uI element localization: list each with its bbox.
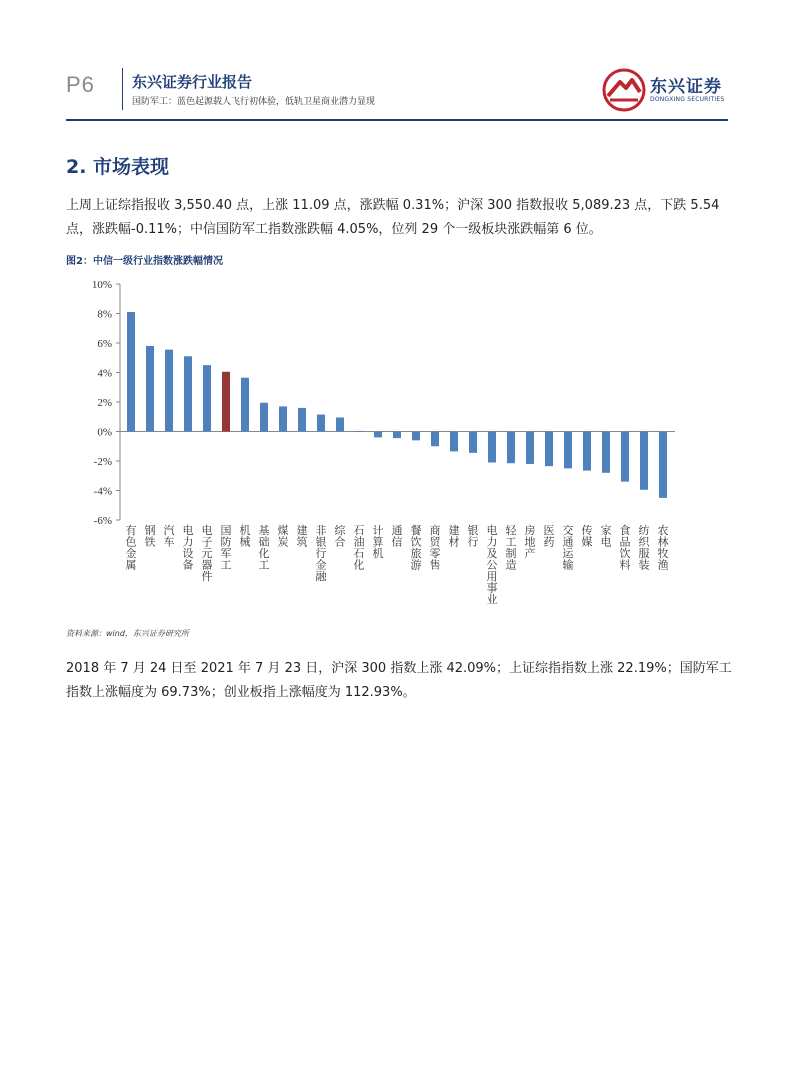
header-rule xyxy=(66,119,728,121)
y-tick-label: -2% xyxy=(93,456,112,468)
bar xyxy=(165,350,173,432)
category-label: 计算机 xyxy=(372,524,384,560)
category-label: 电力设备 xyxy=(182,524,194,572)
figure-source: 资料来源：wind，东兴证券研究所 xyxy=(66,629,189,638)
category-label: 国防军工 xyxy=(220,524,232,572)
paragraph-index-performance: 2018 年 7 月 24 日至 2021 年 7 月 23 日，沪深 300 指数上涨 42.09%；上证综指指数上涨 22.19%；国防军工指数上涨幅度为 69.73%；创业板指上涨幅度为 112.93%。 xyxy=(66,661,732,700)
paragraph-market-summary: 上周上证综指报收 3,550.40 点，上涨 11.09 点，涨跌幅 0.31%；沪深 300 指数报收 5,089.23 点，下跌 5.54 点，涨跌幅-0.11%；中信国防军工指数涨跌幅 4.05%，位列 29 个一级板块涨跌幅第 6 位。 xyxy=(66,198,720,237)
y-tick-label: 10% xyxy=(91,279,112,291)
category-label: 银行 xyxy=(467,524,479,549)
category-label: 基础化工 xyxy=(258,524,270,572)
category-label: 商贸零售 xyxy=(429,524,441,572)
category-label: 钢铁 xyxy=(144,524,156,549)
category-label: 食品饮料 xyxy=(619,524,631,572)
bar xyxy=(431,432,439,447)
bar xyxy=(355,431,363,432)
category-label: 农林牧渔 xyxy=(657,524,669,572)
bar xyxy=(488,432,496,463)
y-tick-label: 6% xyxy=(97,338,112,350)
page-number: P6 xyxy=(66,72,95,97)
category-label: 餐饮旅游 xyxy=(410,524,422,572)
category-label: 非银行金融 xyxy=(315,524,327,583)
bar xyxy=(146,346,154,432)
y-tick-label: -6% xyxy=(93,515,112,527)
bar xyxy=(222,372,230,432)
bar xyxy=(469,432,477,453)
category-label: 家电 xyxy=(600,524,612,549)
bar xyxy=(298,408,306,432)
bar xyxy=(336,417,344,431)
section-title: 2. 市场表现 xyxy=(66,156,170,178)
bar xyxy=(127,312,135,431)
bar xyxy=(393,432,401,439)
category-label: 石油石化 xyxy=(353,524,365,572)
category-label: 电子元器件 xyxy=(201,524,213,583)
category-label: 电力及公用事业 xyxy=(486,524,498,606)
bar xyxy=(184,356,192,431)
y-tick-label: 4% xyxy=(97,367,112,380)
category-label: 汽车 xyxy=(163,524,175,549)
category-label: 建筑 xyxy=(296,524,308,549)
bar xyxy=(260,403,268,432)
y-tick-label: -4% xyxy=(93,485,112,498)
logo-text: 东兴证券 xyxy=(650,77,722,97)
bar xyxy=(602,432,610,473)
bar xyxy=(241,378,249,432)
bar xyxy=(564,432,572,469)
logo-subtext: DONGXING SECURITIES xyxy=(650,96,725,103)
bar xyxy=(640,432,648,490)
industry-bar-chart xyxy=(66,270,746,620)
bar xyxy=(526,432,534,464)
bar xyxy=(621,432,629,482)
report-subtitle: 国防军工：蓝色起源载人飞行初体验，低轨卫星商业潜力显现 xyxy=(132,97,376,107)
category-label: 轻工制造 xyxy=(505,524,517,572)
bar xyxy=(659,432,667,498)
category-label: 医药 xyxy=(543,524,555,549)
category-label: 建材 xyxy=(448,524,460,549)
y-tick-label: 2% xyxy=(97,397,112,409)
category-label: 交通运输 xyxy=(562,524,574,572)
bar xyxy=(545,432,553,467)
bar xyxy=(203,365,211,431)
bar xyxy=(317,415,325,432)
bar xyxy=(412,432,420,441)
bar xyxy=(507,432,515,464)
category-label: 机械 xyxy=(239,524,251,549)
y-tick-label: 0% xyxy=(97,426,112,439)
bar xyxy=(279,406,287,431)
category-label: 有色金属 xyxy=(125,524,137,572)
category-label: 传媒 xyxy=(581,524,593,549)
figure-caption: 图2：中信一级行业指数涨跌幅情况 xyxy=(66,256,223,267)
bar xyxy=(450,432,458,452)
category-label: 房地产 xyxy=(524,524,536,560)
category-label: 综合 xyxy=(334,524,346,549)
category-label: 纺织服装 xyxy=(638,524,650,572)
category-label: 通信 xyxy=(391,524,403,549)
report-title: 东兴证券行业报告 xyxy=(132,73,253,91)
header-divider xyxy=(122,68,123,110)
bar xyxy=(583,432,591,471)
bar xyxy=(374,432,382,438)
y-tick-label: 8% xyxy=(97,308,112,321)
category-label: 煤炭 xyxy=(277,524,289,549)
